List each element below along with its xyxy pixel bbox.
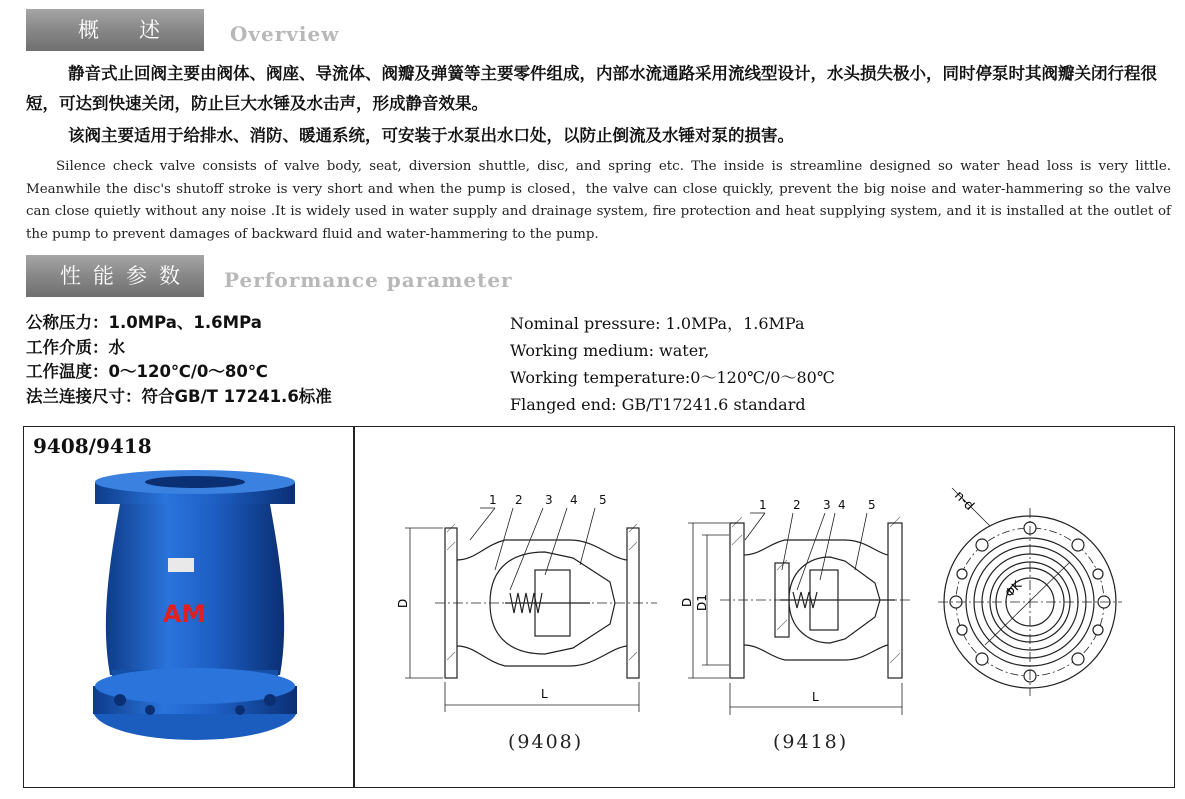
drawing-9408-dim-l: L <box>541 687 548 701</box>
spec-en-medium: Working medium: water, <box>510 341 710 360</box>
drawing-9418-dim-l: L <box>812 690 819 704</box>
product-frame-divider <box>353 426 355 788</box>
drawing-9408-part-5: 5 <box>599 493 607 507</box>
spec-list-zh <box>26 311 332 409</box>
drawing-9408-part-1: 1 <box>489 493 497 507</box>
drawing-9408-part-4: 4 <box>570 493 578 507</box>
overview-zh-paragraph-1: 静音式止回阀主要由阀体、阀座、导流体、阀瓣及弹簧等主要零件组成，内部水流通路采用流线型设计，水头损失极小，同时停泵时其阀瓣关闭行程很短，可达到快速关闭，防止巨大水锤及水击声，形成静音效果。 <box>26 64 1157 113</box>
valve-photo <box>90 470 300 755</box>
flange-bolt-label: n-d <box>951 488 977 514</box>
drawing-9418-part-2: 2 <box>793 498 801 512</box>
drawing-9408-dim-d: D <box>396 598 410 608</box>
drawing-9418 <box>680 495 915 720</box>
drawing-9418-part-3: 3 <box>823 498 831 512</box>
overview-en-paragraph: Silence check valve consists of valve body, seat, diversion shuttle, disc, and spring etc. The inside is streamline designed so water head loss is very little. Meanwhile the disc's shutoff stroke is very short and when the pump is closed，the valve can close quickly, prevent the big noise and water-hammering so the valve can close quietly without any noise .It is widely used in water supply and drainage system, fire protection and heat supplying system, and it is installed at the outlet of the pump to prevent damages of backward fluid and water-hammering to the pump. <box>26 159 1171 242</box>
valve-logo-text: AM <box>162 600 206 628</box>
flange-circle-label: ΦK <box>1002 577 1025 601</box>
drawing-9408-part-2: 2 <box>515 493 523 507</box>
performance-heading-en: Performance parameter <box>224 268 513 292</box>
model-number: 9408/9418 <box>33 434 152 458</box>
drawing-9418-dim-d1: D1 <box>695 594 709 611</box>
spec-zh-temperature: 工作温度：0～120℃/0～80℃ <box>26 362 268 381</box>
overview-tab: 概述 <box>26 9 204 51</box>
spec-zh-pressure: 公称压力：1.0MPa、1.6MPa <box>26 313 262 332</box>
drawing-9418-part-4: 4 <box>838 498 846 512</box>
spec-zh-flange: 法兰连接尺寸：符合GB/T 17241.6标准 <box>26 386 332 406</box>
performance-tab: 性能参数 <box>26 255 204 297</box>
drawing-9408 <box>395 490 665 720</box>
drawing-9418-caption: (9418) <box>773 731 849 753</box>
overview-zh-paragraph-2: 该阀主要适用于给排水、消防、暖通系统，可安装于水泵出水口处，以防止倒流及水锤对泵的损害。 <box>68 126 794 145</box>
spec-zh-medium: 工作介质：水 <box>26 337 125 357</box>
drawing-9418-dim-d: D <box>680 597 694 607</box>
drawing-9418-part-1: 1 <box>759 498 767 512</box>
spec-en-flange: Flanged end: GB/T17241.6 standard <box>510 395 806 414</box>
flange-view <box>930 480 1130 710</box>
overview-heading-en: Overview <box>230 22 340 46</box>
spec-en-temperature: Working temperature:0～120℃/0～80℃ <box>510 368 835 387</box>
drawing-9418-part-5: 5 <box>868 498 876 512</box>
drawing-9408-part-3: 3 <box>545 493 553 507</box>
spec-en-pressure: Nominal pressure: 1.0MPa，1.6MPa <box>510 314 805 333</box>
drawing-9408-caption: (9408) <box>508 731 584 753</box>
spec-list-en <box>510 310 835 418</box>
